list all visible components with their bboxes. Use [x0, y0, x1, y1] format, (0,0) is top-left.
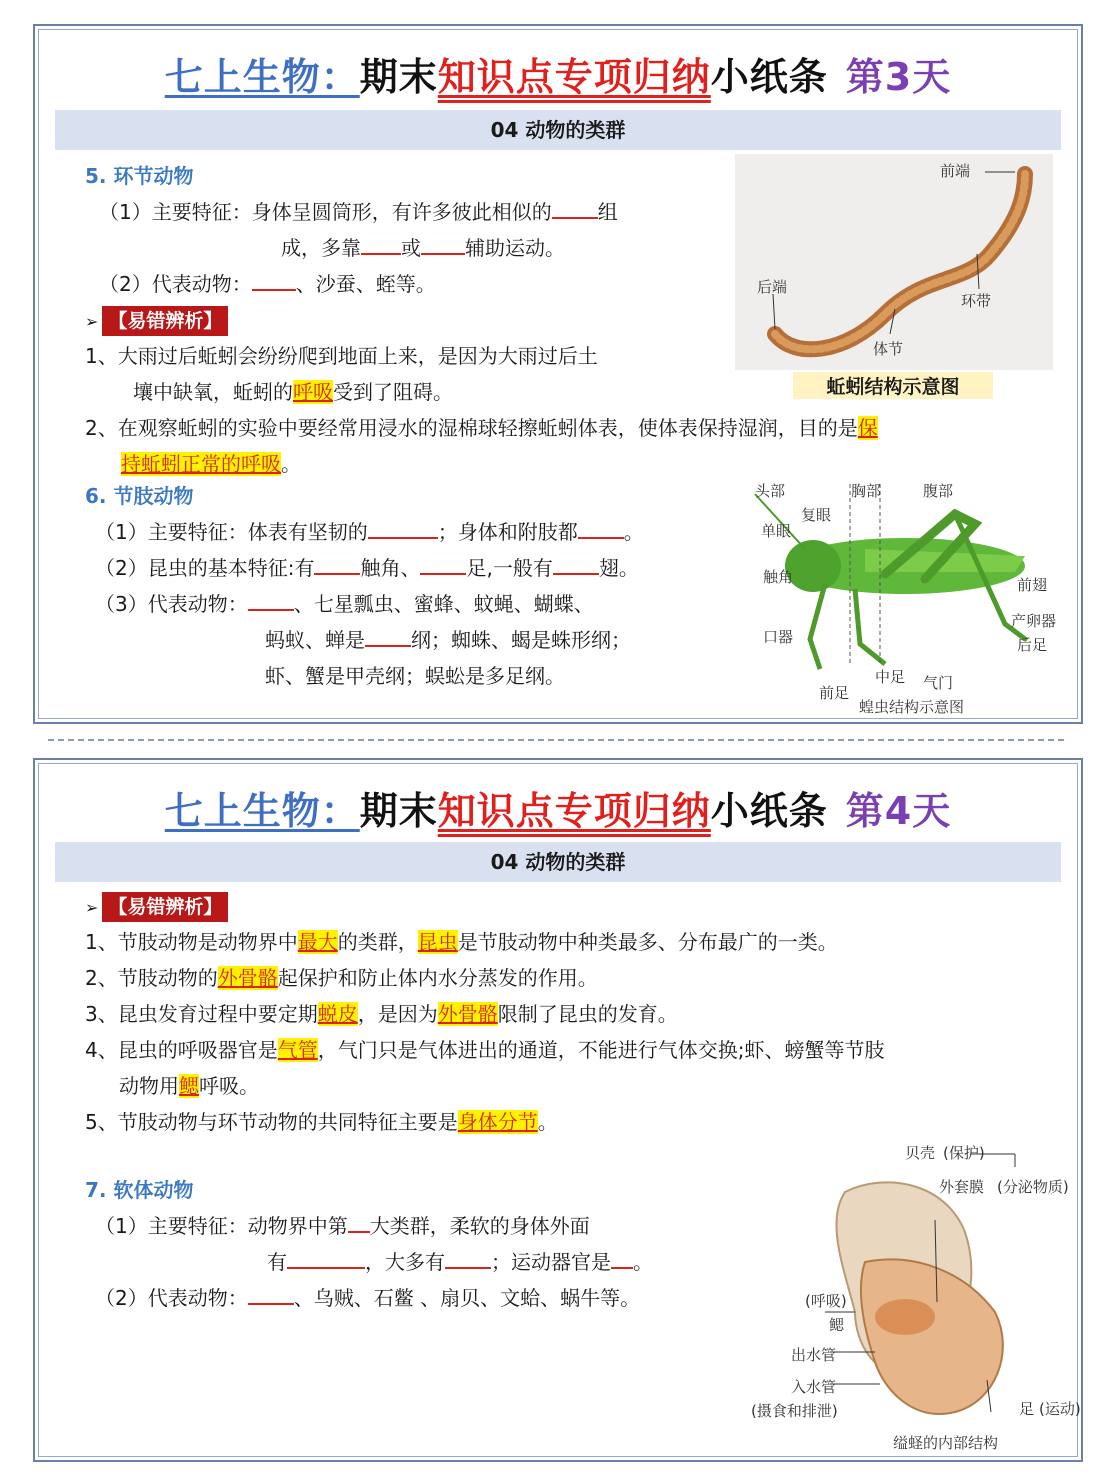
label-segment: 体节	[873, 340, 904, 358]
mistake-tag-row	[85, 302, 228, 340]
answer-blank	[553, 551, 599, 575]
mistake-tag: 【易错辨析】	[102, 306, 228, 336]
note-card-day3	[33, 24, 1083, 724]
cut-line-divider	[48, 739, 1064, 741]
title-notes: 小纸条	[710, 55, 828, 99]
label-out-siphon: 出水管	[791, 1346, 837, 1364]
label-mantle: 外套膜	[939, 1178, 985, 1196]
arrow-bullet-icon: ➢	[85, 898, 99, 917]
label-mantle-note: (分泌物质)	[997, 1178, 1069, 1196]
mistake-item: 1、节肢动物是动物界中	[85, 930, 298, 954]
mistake-item: 2、节肢动物的	[85, 966, 218, 990]
answer-blank	[445, 1245, 491, 1269]
highlight-answer: 鳃	[179, 1074, 199, 1098]
label-in-siphon: 入水管	[791, 1378, 837, 1396]
label-hind-leg: 后足	[1017, 636, 1048, 654]
label-mid-leg: 中足	[875, 668, 906, 686]
highlight-answer: 呼吸	[293, 380, 333, 404]
earthworm-diagram	[735, 154, 1053, 370]
answer-blank	[361, 231, 401, 255]
label-clitellum: 环带	[961, 292, 992, 310]
mistake-list: 1、大雨过后蚯蚓会纷纷爬到地面上来，是因为大雨过后土 壤中缺氧，蚯蚓的呼吸受到了阻碍。 2、在观察蚯蚓的实验中要经常用浸水的湿棉球轻擦蚯蚓体表，使体表保持湿润，目的是保 持蚯蚓正常的呼吸。	[85, 338, 878, 482]
earthworm-caption: 蚯蚓结构示意图	[793, 372, 993, 399]
highlight-answer: 最大	[297, 930, 338, 954]
section-title: 5. 环节动物	[85, 164, 194, 188]
section-band: 04 动物的类群	[55, 842, 1061, 882]
mistake-item: 5、节肢动物与环节动物的共同特征主要是	[85, 1110, 458, 1134]
answer-blank	[552, 195, 598, 219]
label-head: 头部	[755, 482, 786, 500]
label-mouthparts: 口器	[763, 628, 794, 646]
answer-blank	[611, 1245, 633, 1269]
label-front: 前端	[940, 162, 971, 180]
answer-blank	[368, 515, 438, 539]
locust-diagram	[725, 454, 1061, 716]
label-shell: 贝壳	[905, 1144, 936, 1162]
highlight-answer: 身体分节	[457, 1110, 538, 1134]
label-fore-wing: 前翅	[1017, 576, 1048, 594]
answer-blank	[348, 1209, 370, 1233]
locust-illustration	[725, 454, 1061, 716]
label-foot: 足	[1019, 1400, 1035, 1418]
label-abdomen: 腹部	[923, 482, 954, 500]
answer-blank	[248, 587, 294, 611]
label-front-leg: 前足	[819, 684, 850, 702]
label-shell-note: (保护)	[943, 1144, 985, 1162]
locust-caption: 蝗虫结构示意图	[859, 698, 965, 716]
mistake-list: 1、节肢动物是动物界中最大的类群，昆虫是节肢动物中种类最多、分布最广的一类。 2、节肢动物的外骨骼起保护和防止体内水分蒸发的作用。 3、昆虫发育过程中要定期蜕皮，是因为外骨骼限制了昆虫的发育。 4、昆虫的呼吸器官是气管，气门只是气体进出的通道，不能进行气体交换;虾、螃蟹等节肢 动物用鳃呼吸。 5、节肢动物与环节动物的共同特征主要是身体分节。	[85, 930, 885, 1134]
label-back: 后端	[757, 278, 788, 296]
annelid-section: 5. 环节动物 （1）主要特征：身体呈圆筒形，有许多彼此相似的 组 成，多靠 或 辅助运动。 （2）代表动物： 、沙蚕、蛭等。	[85, 158, 618, 302]
mollusc-section: 7. 软体动物 （1）主要特征：动物界中第 大类群，柔软的身体外面 有 ，大多有 ；运动器官是 。 （2）代表动物： 、乌贼、石鳖 、扇贝、文蛤、蜗牛等。	[85, 1172, 653, 1316]
highlight-answer: 外骨骼	[437, 1002, 498, 1026]
clam-illustration	[715, 1112, 1081, 1452]
title-day: 第4天	[845, 789, 952, 833]
mistake-tag-row	[85, 888, 228, 926]
mistake-item: 3、昆虫发育过程中要定期	[85, 1002, 318, 1026]
label-spiracle: 气门	[923, 674, 954, 692]
answer-blank	[578, 515, 624, 539]
title-day: 第3天	[845, 55, 952, 99]
label-compound-eye: 复眼	[801, 506, 832, 524]
section-band: 04 动物的类群	[55, 110, 1061, 150]
highlight-answer: 蜕皮	[317, 1002, 358, 1026]
title-topic: 知识点专项归纳	[437, 789, 711, 833]
label-thorax: 胸部	[851, 482, 882, 500]
arrow-bullet-icon: ➢	[85, 312, 99, 331]
label-gill-note: (呼吸)	[805, 1292, 847, 1310]
mistake-item: 1、大雨过后蚯蚓会纷纷爬到地面上来，是因为大雨过后土	[85, 344, 598, 368]
answer-blank	[287, 1245, 365, 1269]
answer-blank	[252, 267, 296, 291]
answer-blank	[314, 551, 360, 575]
label-gill: 鳃	[829, 1316, 845, 1334]
earthworm-illustration	[735, 154, 1053, 370]
label-antenna: 触角	[763, 568, 794, 586]
answer-blank	[421, 231, 465, 255]
card-title	[35, 46, 1081, 101]
mistake-tag: 【易错辨析】	[102, 892, 228, 922]
highlight-answer: 持蚯蚓正常的呼吸	[121, 452, 281, 476]
highlight-answer: 外骨骼	[217, 966, 278, 990]
title-subject: 七上生物：	[164, 789, 360, 833]
mistake-item: 4、昆虫的呼吸器官是	[85, 1038, 278, 1062]
highlight-answer: 气管	[277, 1038, 318, 1062]
section-title: 7. 软体动物	[85, 1178, 194, 1202]
label-simple-eye: 单眼	[761, 522, 792, 540]
label-ovipositor: 产卵器	[1011, 612, 1057, 630]
card-title	[35, 780, 1081, 835]
arthropod-section: 6. 节肢动物 （1）主要特征：体表有坚韧的 ；身体和附肢都 。 （2）昆虫的基本特征:有 触角、 足,一般有 翅。 （3）代表动物： 、七星瓢虫、蜜蜂、蚊蝇、蝴蝶、 蚂蚁、蝉是 纲；蜘蛛、蝎是蛛形纲； 虾、蟹是甲壳纲；蜈蚣是多足纲。	[85, 478, 644, 694]
answer-blank	[365, 623, 411, 647]
answer-blank	[248, 1281, 294, 1305]
mistake-item: 2、在观察蚯蚓的实验中要经常用浸水的湿棉球轻擦蚯蚓体表，使体表保持湿润，目的是	[85, 416, 858, 440]
title-exam: 期末	[359, 789, 438, 833]
title-topic: 知识点专项归纳	[437, 55, 711, 99]
label-foot-note: (运动)	[1039, 1400, 1081, 1418]
note-card-day4	[33, 758, 1083, 1462]
section-title: 6. 节肢动物	[85, 484, 194, 508]
answer-blank	[420, 551, 466, 575]
title-notes: 小纸条	[710, 789, 828, 833]
label-in-note: (摄食和排泄)	[751, 1402, 838, 1420]
highlight-answer: 保	[857, 416, 878, 440]
title-exam: 期末	[359, 55, 438, 99]
highlight-answer: 昆虫	[417, 930, 458, 954]
clam-caption: 缢蛏的内部结构	[893, 1434, 999, 1452]
clam-diagram	[715, 1112, 1081, 1452]
title-subject: 七上生物：	[164, 55, 360, 99]
